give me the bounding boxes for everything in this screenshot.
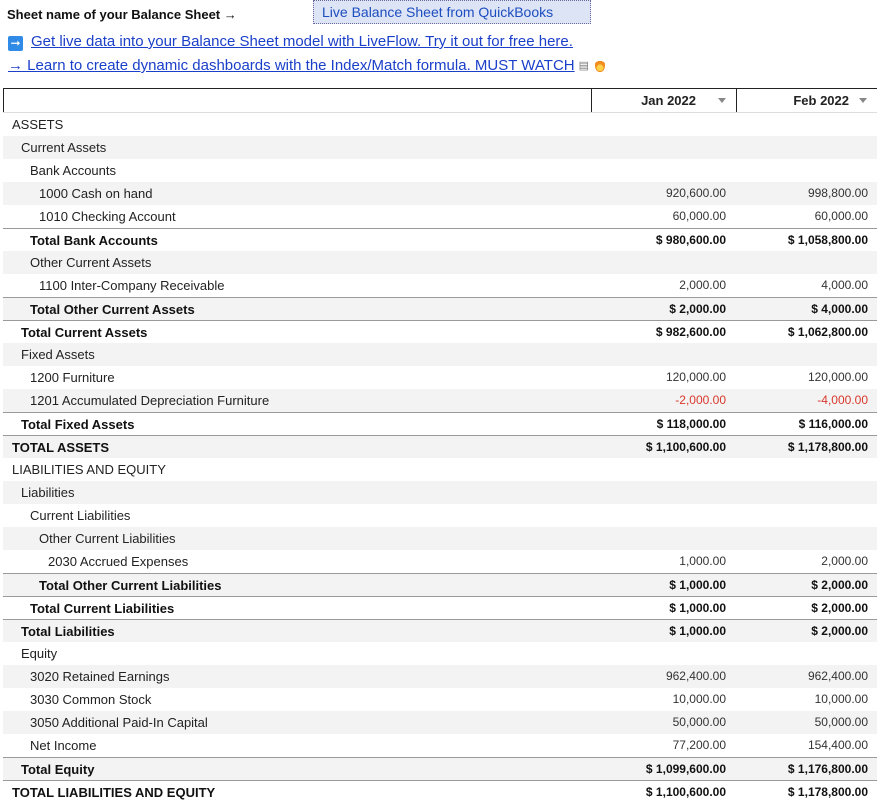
value-feb: 120,000.00 — [807, 370, 868, 384]
row-label: Total Fixed Assets — [21, 417, 135, 432]
value-jan: $ 1,100,600.00 — [645, 440, 726, 454]
total-row[interactable] — [3, 573, 877, 596]
index-match-link-text: → Learn to create dynamic dashboards with the Index/Match formula. MUST WATCH — [8, 57, 575, 74]
row-label: Total Equity — [21, 762, 95, 777]
value-feb: 50,000.00 — [814, 715, 868, 729]
index-match-link[interactable] — [8, 57, 605, 74]
balance-sheet-grid — [3, 88, 877, 803]
row-label: Other Current Liabilities — [39, 531, 176, 546]
table-row[interactable] — [3, 159, 877, 182]
table-row[interactable] — [3, 136, 877, 159]
row-label: 1201 Accumulated Depreciation Furniture — [30, 393, 270, 408]
row-label: Net Income — [30, 738, 97, 753]
total-row[interactable] — [3, 780, 877, 803]
row-label: Fixed Assets — [21, 347, 95, 362]
table-row[interactable] — [3, 251, 877, 274]
fire-icon — [595, 58, 605, 72]
value-feb: 60,000.00 — [814, 209, 868, 223]
total-row[interactable] — [3, 435, 877, 458]
total-row[interactable] — [3, 619, 877, 642]
value-jan: 962,400.00 — [665, 669, 726, 683]
row-label: Total Current Assets — [21, 325, 148, 340]
value-feb: $ 1,062,800.00 — [787, 325, 868, 339]
value-feb: $ 1,176,800.00 — [787, 762, 868, 776]
value-feb: 154,400.00 — [807, 738, 868, 752]
value-jan: 120,000.00 — [665, 370, 726, 384]
table-row[interactable] — [3, 550, 877, 573]
row-label: Total Other Current Assets — [30, 302, 195, 317]
video-icon: ▤ — [578, 60, 590, 72]
value-feb: 962,400.00 — [807, 669, 868, 683]
column-header-jan[interactable] — [591, 89, 736, 112]
row-label: 3020 Retained Earnings — [30, 669, 170, 684]
table-row[interactable] — [3, 113, 877, 136]
row-label: Total Liabilities — [21, 624, 115, 639]
liveflow-link[interactable] — [8, 33, 573, 51]
total-row[interactable] — [3, 412, 877, 435]
table-row[interactable] — [3, 343, 877, 366]
value-jan: 920,600.00 — [665, 186, 726, 200]
value-jan: 10,000.00 — [672, 692, 726, 706]
table-row[interactable] — [3, 665, 877, 688]
table-row[interactable] — [3, 734, 877, 757]
total-row[interactable] — [3, 320, 877, 343]
value-feb: $ 2,000.00 — [811, 601, 868, 615]
value-feb: 2,000.00 — [821, 554, 868, 568]
top-bar — [0, 0, 879, 29]
table-row[interactable] — [3, 642, 877, 665]
column-header-jan-label: Jan 2022 — [641, 93, 696, 108]
value-jan: 2,000.00 — [679, 278, 726, 292]
value-feb: $ 2,000.00 — [811, 624, 868, 638]
row-label: 2030 Accrued Expenses — [48, 554, 189, 569]
dropdown-caret-icon[interactable] — [859, 98, 867, 103]
liveflow-link-text: Get live data into your Balance Sheet model with LiveFlow. Try it out for free here. — [31, 33, 573, 50]
row-label: 1000 Cash on hand — [39, 186, 153, 201]
value-feb: $ 1,178,800.00 — [787, 440, 868, 454]
value-jan: 60,000.00 — [672, 209, 726, 223]
value-jan: $ 982,600.00 — [655, 325, 726, 339]
table-row[interactable] — [3, 527, 877, 550]
value-feb: -4,000.00 — [817, 393, 868, 407]
row-label: 1010 Checking Account — [39, 209, 176, 224]
value-feb: 10,000.00 — [814, 692, 868, 706]
total-row[interactable] — [3, 757, 877, 780]
value-jan: $ 980,600.00 — [655, 233, 726, 247]
row-label: Liabilities — [21, 485, 75, 500]
table-row[interactable] — [3, 481, 877, 504]
table-row[interactable] — [3, 205, 877, 228]
value-feb: 4,000.00 — [821, 278, 868, 292]
table-row[interactable] — [3, 389, 877, 412]
value-jan: 77,200.00 — [672, 738, 726, 752]
value-jan: $ 1,000.00 — [669, 578, 726, 592]
value-jan: 1,000.00 — [679, 554, 726, 568]
value-jan: $ 2,000.00 — [669, 302, 726, 316]
balance-sheet-rows — [3, 113, 877, 803]
value-feb: $ 2,000.00 — [811, 578, 868, 592]
header-left-border — [3, 89, 4, 112]
row-label: 3050 Additional Paid-In Capital — [30, 715, 208, 730]
value-jan: $ 118,000.00 — [656, 417, 726, 431]
row-label: 1200 Furniture — [30, 370, 115, 385]
value-jan: $ 1,000.00 — [669, 624, 726, 638]
value-jan: $ 1,000.00 — [669, 601, 726, 615]
total-row[interactable] — [3, 228, 877, 251]
table-row[interactable] — [3, 274, 877, 297]
value-jan: -2,000.00 — [675, 393, 726, 407]
row-label: Bank Accounts — [30, 163, 116, 178]
table-row[interactable] — [3, 182, 877, 205]
live-balance-sheet-cell[interactable] — [313, 0, 591, 24]
right-arrow-icon: ➞ — [8, 36, 23, 51]
table-row[interactable] — [3, 366, 877, 389]
value-jan: $ 1,100,600.00 — [645, 785, 726, 799]
table-row[interactable] — [3, 504, 877, 527]
row-label: Other Current Assets — [30, 255, 152, 270]
row-label: Current Assets — [21, 140, 107, 155]
dropdown-caret-icon[interactable] — [718, 98, 726, 103]
value-feb: $ 1,058,800.00 — [787, 233, 868, 247]
row-label: Total Bank Accounts — [30, 233, 158, 248]
table-row[interactable] — [3, 458, 877, 481]
row-label: 3030 Common Stock — [30, 692, 152, 707]
value-jan: 50,000.00 — [672, 715, 726, 729]
value-jan: $ 1,099,600.00 — [645, 762, 726, 776]
value-feb: $ 116,000.00 — [798, 417, 868, 431]
row-label: ASSETS — [12, 117, 64, 132]
table-row[interactable] — [3, 688, 877, 711]
value-feb: 998,800.00 — [807, 186, 868, 200]
value-feb: $ 1,178,800.00 — [787, 785, 868, 799]
row-label: Total Other Current Liabilities — [39, 578, 222, 593]
value-feb: $ 4,000.00 — [811, 302, 868, 316]
column-header-feb[interactable] — [736, 89, 877, 112]
column-header-row — [3, 89, 877, 113]
total-row[interactable] — [3, 596, 877, 619]
sheet-name-label: Sheet name of your Balance Sheet → — [7, 7, 237, 22]
row-label: 1100 Inter-Company Receivable — [39, 278, 225, 293]
total-row[interactable] — [3, 297, 877, 320]
row-label: Current Liabilities — [30, 508, 131, 523]
row-label: Equity — [21, 646, 58, 661]
column-header-feb-label: Feb 2022 — [793, 93, 849, 108]
table-row[interactable] — [3, 711, 877, 734]
row-label: TOTAL ASSETS — [12, 440, 110, 455]
row-label: LIABILITIES AND EQUITY — [12, 462, 166, 477]
row-label: Total Current Liabilities — [30, 601, 175, 616]
live-balance-sheet-label: Live Balance Sheet from QuickBooks — [322, 4, 554, 20]
row-label: TOTAL LIABILITIES AND EQUITY — [12, 785, 216, 800]
